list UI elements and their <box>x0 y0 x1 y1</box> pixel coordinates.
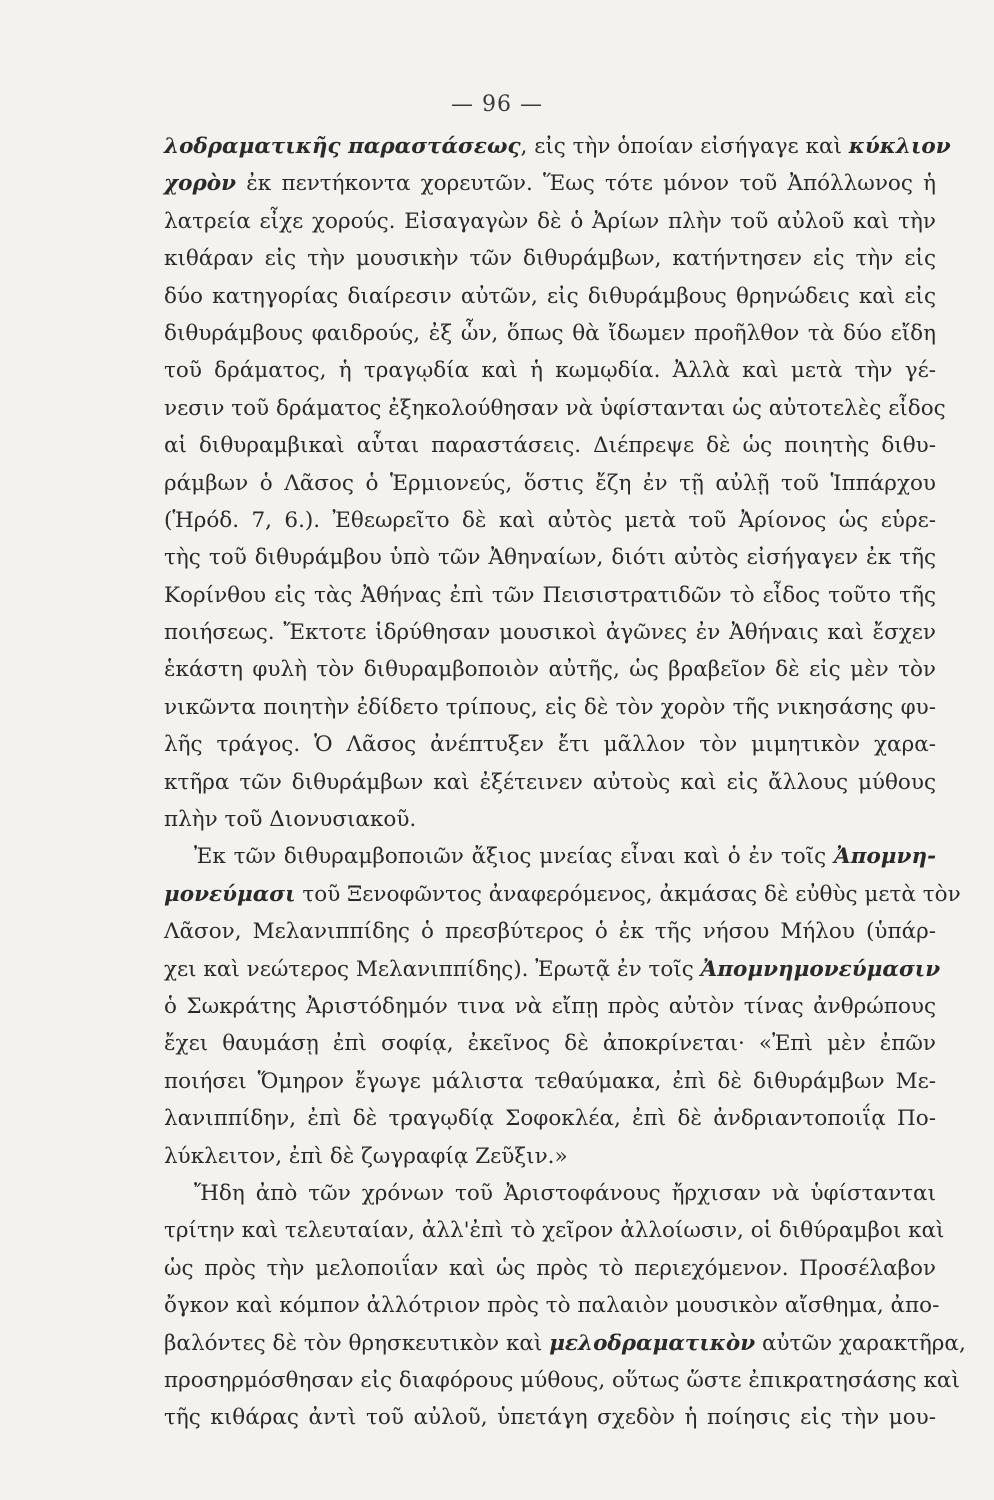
text-line <box>164 1063 936 1100</box>
text-segment: ράμβων ὁ Λᾶσος ὁ Ἑρμιονεύς, ὅστις ἔζη ἐν τῇ αὐλῇ τοῦ Ἱππάρχου <box>164 470 936 496</box>
text-segment: τῆς κιθάρας ἀντὶ τοῦ αὐλοῦ, ὑπετάγη σχεδὸν ἡ ποίησις εἰς τὴν μου- <box>164 1405 936 1431</box>
text-segment: αἱ διθυραμβικαὶ αὗται παραστάσεις. Διέπρεψε δὲ ὡς ποιητὴς διθυ- <box>164 433 936 459</box>
text-segment: τοῦ δράματος, ἡ τραγῳδία καὶ ἡ κωμῳδία. Ἀλλὰ καὶ μετὰ τὴν γέ- <box>164 358 936 384</box>
text-segment: λανιππίδην, ἐπὶ δὲ τραγῳδίᾳ Σοφοκλέα, ἐπὶ δὲ ἀνδριαντοποιΐᾳ Πο- <box>164 1106 936 1132</box>
text-line <box>164 1362 960 1399</box>
text-line <box>164 1325 966 1362</box>
text-line <box>164 614 936 651</box>
text-line <box>164 1025 936 1062</box>
text-segment: Κορίνθου εἰς τὰς Ἀθήνας ἐπὶ τῶν Πεισιστρατιδῶν τὸ εἶδος τοῦτο τῆς <box>164 582 936 608</box>
text-line <box>164 951 941 988</box>
text-segment: κιθάραν εἰς τὴν μουσικὴν τῶν διθυράμβων, κατήντησεν εἰς τὴν εἰς <box>164 246 936 272</box>
text-segment: πλὴν τοῦ Διονυσιακοῦ. <box>164 807 417 833</box>
text-line <box>164 801 936 838</box>
text-segment: ἑκάστη φυλὴ τὸν διθυραμβοποιὸν αὐτῆς, ὡς βραβεῖον δὲ εἰς μὲν τὸν <box>164 657 936 683</box>
text-line <box>164 539 936 576</box>
text-segment: ὁ Σωκράτης Ἀριστόδημόν τινα νὰ εἴπῃ πρὸς αὐτὸν τίνας ἀνθρώπους <box>164 993 936 1019</box>
text-segment: δύο κατηγορίας διαίρεσιν αὐτῶν, εἰς διθυράμβους θρηνώδεις καὶ εἰς <box>164 283 936 309</box>
text-line <box>164 1175 936 1212</box>
body-text <box>164 128 966 1437</box>
text-segment: λῆς τράγος. Ὁ Λᾶσος ἀνέπτυξεν ἔτι μᾶλλον τὸν μιμητικὸν χαρα- <box>164 732 936 758</box>
text-segment: Λᾶσον, Μελανιππίδης ὁ πρεσβύτερος ὁ ἐκ τῆς νήσου Μήλου (ὑπάρ- <box>164 919 936 945</box>
text-segment: ὄγκον καὶ κόμπον ἀλλότριον πρὸς τὸ παλαιὸν μουσικὸν αἴσθημα, ἀπο- <box>164 1293 940 1319</box>
text-segment: τὴς τοῦ διθυράμβου ὑπὸ τῶν Ἀθηναίων, διότι αὐτὸς εἰσήγαγεν ἐκ τῆς <box>164 545 936 571</box>
text-segment: βαλόντες δὲ τὸν θρησκευτικὸν καὶ <box>164 1330 550 1356</box>
text-segment: Ἤδη ἀπὸ τῶν χρόνων τοῦ Ἀριστοφάνους ἤρχισαν νὰ ὑφίστανται <box>194 1180 936 1206</box>
text-segment: ἐκ πεντήκοντα χορευτῶν. Ἕως τότε μόνον τοῦ Ἀπόλλωνος ἡ <box>236 171 936 197</box>
text-segment: τοῦ Ξενοφῶντος ἀναφερόμενος, ἀκμάσας δὲ εὐθὺς μετὰ τὸν <box>295 881 961 907</box>
text-line <box>164 764 936 801</box>
text-segment: χει καὶ νεώτερος Μελανιππίδης). Ἐρωτᾷ ἐν τοῖς <box>164 956 701 982</box>
text-line <box>164 203 936 240</box>
text-segment: ὡς πρὸς τὴν μελοποιΐαν καὶ ὡς πρὸς τὸ περιεχόμενον. Προσέλαβον <box>164 1255 936 1281</box>
text-line <box>164 726 936 763</box>
text-line <box>164 128 951 165</box>
text-segment: τρίτην καὶ τελευταίαν, ἀλλ'ἐπὶ τὸ χεῖρον ἀλλοίωσιν, οἱ διθύραμβοι καὶ <box>164 1218 945 1244</box>
text-line <box>164 577 936 614</box>
text-line <box>164 1399 936 1436</box>
text-segment: λατρεία εἶχε χορούς. Εἰσαγαγὼν δὲ ὁ Ἀρίων πλὴν τοῦ αὐλοῦ καὶ τὴν <box>164 208 936 234</box>
emphasized-text: μελοδραματικὸν <box>549 1330 756 1356</box>
text-line <box>164 988 936 1025</box>
text-line <box>164 1212 945 1249</box>
text-segment: (Ἡρόδ. 7, 6.). Ἐθεωρεῖτο δὲ καὶ αὐτὸς μετὰ τοῦ Ἀρίονος ὡς εὑρε- <box>164 507 936 533</box>
text-segment: ἔχει θαυμάσῃ ἐπὶ σοφίᾳ, ἐκεῖνος δὲ ἀποκρίνεται· «Ἐπὶ μὲν ἐπῶν <box>164 1031 936 1057</box>
text-segment: προσηρμόσθησαν εἰς διαφόρους μύθους, οὕτως ὥστε ἐπικρατησάσης καὶ <box>164 1367 960 1393</box>
text-line <box>164 689 936 726</box>
text-line <box>164 427 936 464</box>
text-segment: νεσιν τοῦ δράματος ἐξηκολούθησαν νὰ ὑφίστανται ὡς αὐτοτελὲς εἶδος <box>164 395 946 421</box>
page-number: — 96 — <box>451 92 543 117</box>
text-line <box>164 465 936 502</box>
text-segment: διθυράμβους φαιδρούς, ἐξ ὧν, ὅπως θὰ ἴδωμεν προῆλθον τὰ δύο εἴδη <box>164 320 936 346</box>
emphasized-text: Ἀπομνημονεύμασιν <box>700 956 941 982</box>
text-line <box>164 1250 936 1287</box>
text-segment: ποιήσει Ὅμηρον ἔγωγε μάλιστα τεθαύμακα, ἐπὶ δὲ διθυράμβων Με- <box>164 1068 936 1094</box>
text-line <box>164 913 936 950</box>
text-line <box>164 1138 936 1175</box>
text-line <box>164 278 936 315</box>
text-line <box>164 1100 936 1137</box>
text-segment: λύκλειτον, ἐπὶ δὲ ζωγραφίᾳ Ζεῦξιν.» <box>164 1143 568 1169</box>
text-segment: , εἰς τὴν ὁποίαν εἰσήγαγε καὶ <box>520 134 849 159</box>
text-line <box>164 240 936 277</box>
emphasized-text: κύκλιον <box>848 134 951 159</box>
emphasized-text: λοδραματικῆς παραστάσεως <box>164 134 521 159</box>
text-line <box>164 315 936 352</box>
emphasized-text: Ἀπομνη- <box>834 844 936 870</box>
emphasized-text: χορὸν <box>164 171 237 197</box>
text-segment: νικῶντα ποιητὴν ἐδίδετο τρίπους, εἰς δὲ τὸν χορὸν τῆς νικησάσης φυ- <box>164 694 936 720</box>
text-line <box>164 1287 940 1324</box>
text-line <box>164 352 936 389</box>
emphasized-text: μονεύμασι <box>164 881 296 907</box>
text-segment: κτῆρα τῶν διθυράμβων καὶ ἐξέτεινεν αὐτοὺς καὶ εἰς ἄλλους μύθους <box>164 769 936 795</box>
text-line <box>164 838 936 875</box>
text-segment: Ἐκ τῶν διθυραμβοποιῶν ἄξιος μνείας εἶναι καὶ ὁ ἐν τοῖς <box>194 844 835 870</box>
text-line <box>164 502 936 539</box>
text-line <box>164 876 961 913</box>
text-segment: ποιήσεως. Ἔκτοτε ἱδρύθησαν μουσικοὶ ἀγῶνες ἐν Ἀθήναις καὶ ἔσχεν <box>164 620 936 646</box>
text-line <box>164 390 946 427</box>
text-line <box>164 165 936 202</box>
text-segment: αὐτῶν χαρακτῆρα, <box>755 1330 966 1356</box>
text-line <box>164 651 936 688</box>
